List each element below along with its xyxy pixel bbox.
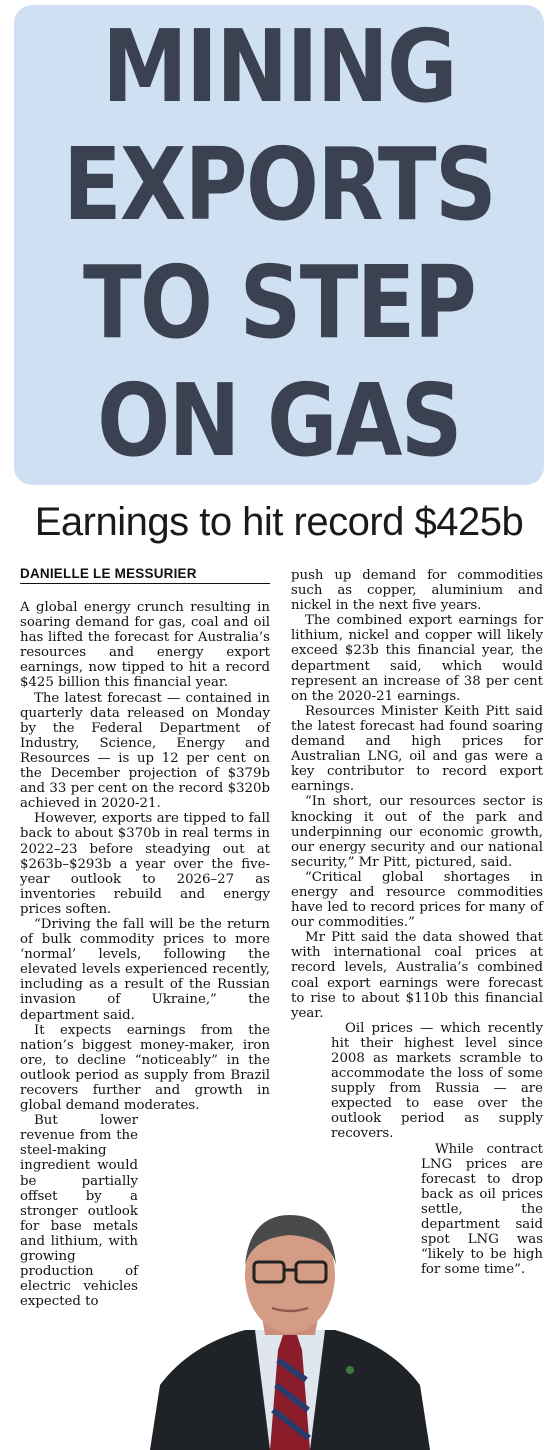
paragraph: The combined export earnings for lithium, nickel and copper will likely exceed $23b this financial year, the department said, which would represent an increase of 38 per cent on the 2020-21 earnings. [291,613,543,704]
article-column-1 [20,600,270,1309]
portrait-photo-keith-pitt [150,1210,430,1450]
paragraph: Mr Pitt said the data showed that with international coal prices at record levels, Australia’s combined coal export earnings were forecast to rise to about $110b this financial year. [291,930,543,1021]
headline-line-4: ON GAS [97,362,461,479]
article-column-2 [291,568,543,1277]
paragraph: “In short, our resources sector is knocking it out of the park and underpinning our economic growth, our energy security and our national security,” Mr Pitt, pictured, said. [291,794,543,870]
paragraph: “Critical global shortages in energy and resource commodities have led to record prices for many of our commodities.” [291,869,543,931]
headline-line-1: MINING [102,8,456,125]
subheadline: Earnings to hit record $425b [34,500,524,544]
paragraph: While contract LNG prices are forecast to drop back as oil prices settle, the department said spot LNG was “likely to be high for some time”. [421,1141,543,1278]
paragraph: It expects earnings from the nation’s biggest money-maker, iron ore, to decline “noticeably” in the outlook period as supply from Brazil recovers further and growth in global demand moderates. [20,1022,270,1114]
paragraph: But lower revenue from the steel-making ingredient would be partially offset by a stronger outlook for base metals and lithium, with growing production of electric vehicles expected to [20,1113,138,1310]
headline-line-3: TO STEP [82,244,476,361]
byline: DANIELLE LE MESSURIER [20,566,270,584]
paragraph: However, exports are tipped to fall back to about $370b in real terms in 2022–23 before steadying out at $263b–$293b a year over the five-year outlook to 2026–27 as inventories rebuild and energy prices soften. [20,811,270,917]
paragraph: push up demand for commodities such as copper, aluminium and nickel in the next five years. [291,568,543,614]
headline-line-2: EXPORTS [62,126,496,243]
paragraph: A global energy crunch resulting in soaring demand for gas, coal and oil has lifted the forecast for Australia’s resources and energy export earnings, now tipped to hit a record $425 billion this financial year. [20,600,270,691]
paragraph: The latest forecast — contained in quarterly data released on Monday by the Federal Department of Industry, Science, Energy and Resources — is up 12 per cent on the December projection of $379b and 33 per cent on the record $320b achieved in 2020-21. [20,690,270,812]
paragraph: Resources Minister Keith Pitt said the latest forecast had found soaring demand and high prices for Australian LNG, oil and gas were a key contributor to record export earnings. [291,703,543,795]
paragraph: Oil prices — which recently hit their highest level since 2008 as markets scramble to accommodate the loss of some supply from Russia — are expected to ease over the outlook period as supply recovers. [331,1020,543,1142]
paragraph: “Driving the fall will be the return of bulk commodity prices to more ‘normal’ levels, following the elevated levels experienced recently, including as a result of the Russian invasion of Ukraine,” the department said. [20,916,270,1023]
